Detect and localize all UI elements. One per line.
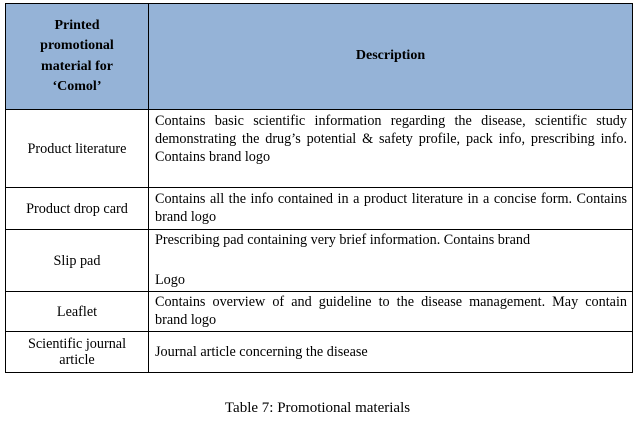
row-description-product-literature: Contains basic scientific information regarding the disease, scientific study demonstrating the drug’s potential & safety profile, pack info, prescribing info. Contains brand logo <box>149 110 633 188</box>
row-description-slip-pad-line1: Prescribing pad containing very brief information. Contains brand <box>155 232 531 248</box>
table-header-row <box>6 4 633 110</box>
row-name-slip-pad <box>6 230 149 292</box>
row-description-slip-pad <box>149 230 633 292</box>
table-row <box>6 188 633 230</box>
header-material: Printed promotional material for ‘Comol’ <box>6 4 149 110</box>
table-row <box>6 110 633 188</box>
row-name-leaflet: Leaflet <box>6 292 149 332</box>
promotional-materials-table-wrapper <box>5 3 632 373</box>
row-description-product-drop-card: Contains all the info contained in a product literature in a concise form. Contains brand logo <box>149 188 633 230</box>
row-description-leaflet: Contains overview of and guideline to the disease management. May contain brand logo <box>149 292 633 332</box>
row-name-product-drop-card: Product drop card <box>6 188 149 230</box>
header-description: Description <box>149 4 633 110</box>
table-row <box>6 292 633 332</box>
row-description-slip-pad-line2: Logo <box>155 272 185 288</box>
table-row <box>6 230 633 292</box>
promotional-materials-table <box>5 3 633 373</box>
table-row <box>6 332 633 373</box>
table-caption: Table 7: Promotional materials <box>224 400 411 416</box>
row-description-scientific-journal-article: Journal article concerning the disease <box>149 332 633 373</box>
row-name-scientific-journal-article: Scientific journal article <box>6 332 149 373</box>
row-name-slip-pad-text: Slip pad <box>53 252 101 269</box>
row-name-product-literature: Product literature <box>6 110 149 188</box>
